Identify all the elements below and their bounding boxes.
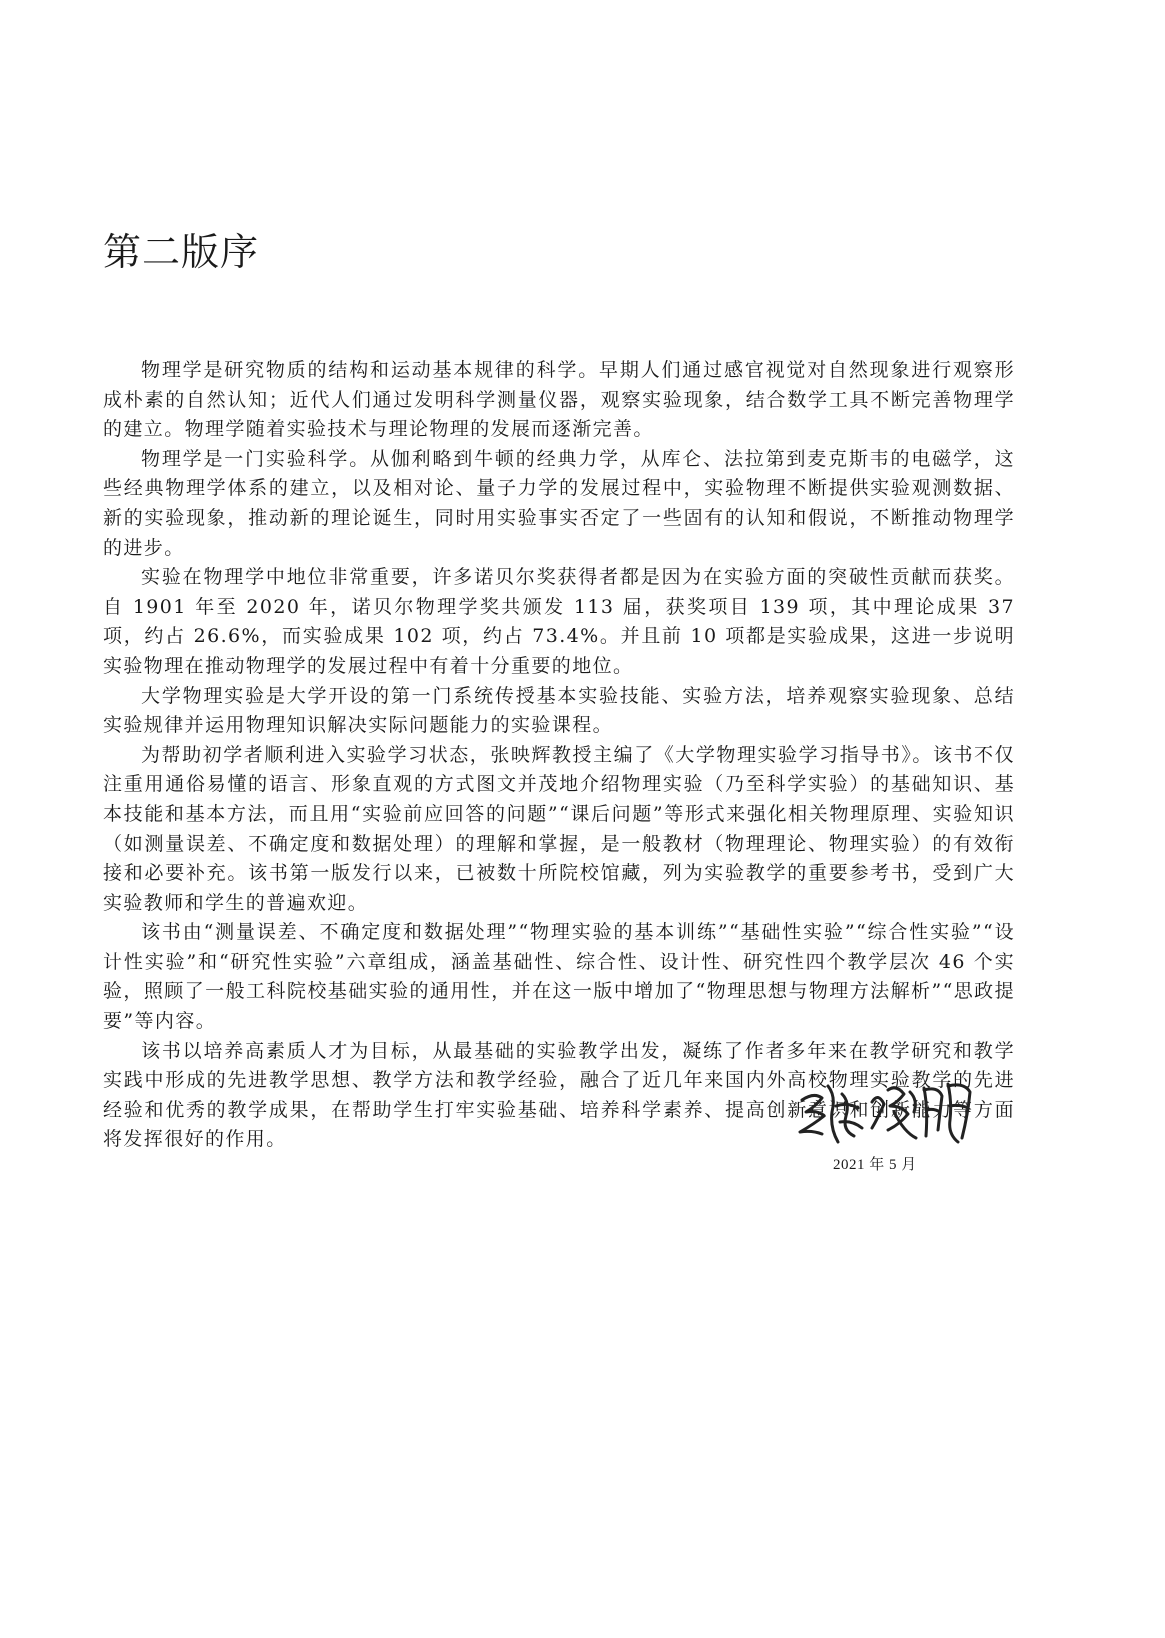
page-title: 第二版序 bbox=[103, 230, 260, 274]
paragraph-5: 为帮助初学者顺利进入实验学习状态，张映辉教授主编了《大学物理实验学习指导书》。该书不仅注重用通俗易懂的语言、形象直观的方式图文并茂地介绍物理实验（乃至科学实验）的基础知识、基本技能和基本方法，而且用“实验前应回答的问题”“课后问题”等形式来强化相关物理原理、实验知识（如测量误差、不确定度和数据处理）的理解和掌握，是一般教材（物理理论、物理实验）的有效衔接和必要补充。该书第一版发行以来，已被数十所院校馆藏，列为实验教学的重要参考书，受到广大实验教师和学生的普遍欢迎。 bbox=[103, 743, 1015, 914]
signature-date: 2021 年 5 月 bbox=[833, 1157, 917, 1173]
paragraph-6: 该书由“测量误差、不确定度和数据处理”“物理实验的基本训练”“基础性实验”“综合性实验”“设计性实验”和“研究性实验”六章组成，涵盖基础性、综合性、设计性、研究性四个教学层次 46 个实验，照顾了一般工科院校基础实验的通用性，并在这一版中增加了“物理思想与物理方法解析”“思政提要”等内容。 bbox=[103, 921, 1015, 1033]
preface-body bbox=[103, 356, 1015, 1155]
paragraph-2: 物理学是一门实验科学。从伽利略到牛顿的经典力学，从库仑、法拉第到麦克斯韦的电磁学，这些经典物理学体系的建立，以及相对论、量子力学的发展过程中，实验物理不断提供实验观测数据、新的实验现象，推动新的理论诞生，同时用实验事实否定了一些固有的认知和假说，不断推动物理学的进步。 bbox=[103, 447, 1015, 559]
paragraph-4: 大学物理实验是大学开设的第一门系统传授基本实验技能、实验方法，培养观察实验现象、总结实验规律并运用物理知识解决实际问题能力的实验课程。 bbox=[103, 684, 1015, 737]
paragraph-3: 实验在物理学中地位非常重要，许多诺贝尔奖获得者都是因为在实验方面的突破性贡献而获奖。自 1901 年至 2020 年，诺贝尔物理学奖共颁发 113 届，获奖项目 139 项，其中理论成果 37 项，约占 26.6%，而实验成果 102 项，约占 73.4%。并且前 10 项都是实验成果，这进一步说明实验物理在推动物理学的发展过程中有着十分重要的地位。 bbox=[103, 566, 1015, 677]
handwritten-signature bbox=[792, 1072, 977, 1150]
paragraph-1: 物理学是研究物质的结构和运动基本规律的科学。早期人们通过感官视觉对自然现象进行观察形成朴素的自然认知；近代人们通过发明科学测量仪器，观察实验现象，结合数学工具不断完善物理学的建立。物理学随着实验技术与理论物理的发展而逐渐完善。 bbox=[103, 359, 1015, 441]
paragraph-7: 该书以培养高素质人才为目标，从最基础的实验教学出发，凝练了作者多年来在教学研究和教学实践中形成的先进教学思想、教学方法和教学经验，融合了近几年来国内外高校物理实验教学的先进经验和优秀的教学成果，在帮助学生打牢实验基础、培养科学素养、提高创新意识和创新能力等方面将发挥很好的作用。 bbox=[103, 1039, 1015, 1151]
